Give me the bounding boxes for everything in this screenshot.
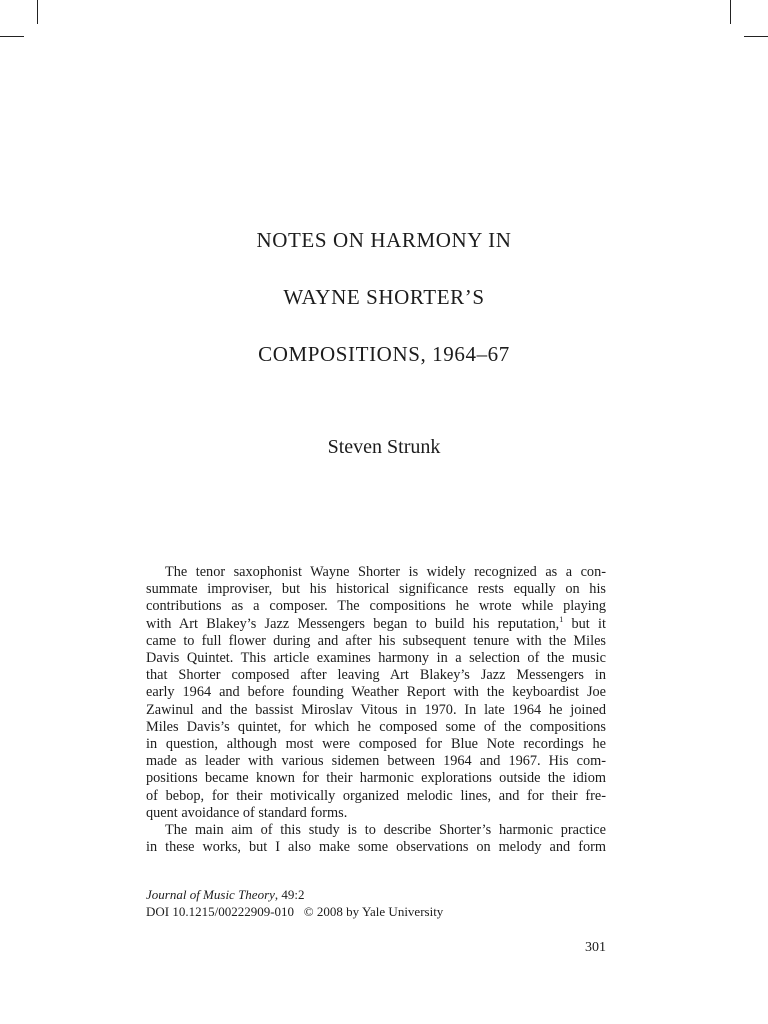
- journal-name: Journal of Music Theory: [146, 887, 275, 902]
- doi-row: [146, 903, 443, 920]
- body-line: contributions as a composer. The compositions he wrote while playing: [146, 598, 606, 615]
- journal-citation: [146, 886, 443, 920]
- crop-mark-top-right-horizontal: [744, 36, 768, 37]
- body-line: in question, although most were composed for Blue Note recordings he: [146, 736, 606, 753]
- body-line: that Shorter composed after leaving Art Blakey’s Jazz Messengers in: [146, 667, 606, 684]
- body-line-text: but it: [571, 615, 606, 632]
- copyright: © 2008 by Yale University: [303, 904, 444, 919]
- journal-volume: , 49:2: [274, 887, 305, 902]
- footnote-marker: 1: [559, 614, 564, 624]
- page-number: 301: [585, 940, 606, 955]
- body-line: made as leader with various sidemen between 1964 and 1967. His com-: [146, 753, 606, 770]
- body-line: The main aim of this study is to describe Shorter’s harmonic practice: [165, 822, 606, 839]
- crop-mark-top-right-vertical: [730, 0, 731, 24]
- article-title-line-3: COMPOSITIONS, 1964–67: [258, 342, 510, 366]
- body-line: positions became known for their harmonic explorations outside the idiom: [146, 770, 606, 787]
- article-title-line-2: WAYNE SHORTER’S: [283, 285, 485, 309]
- body-line-with-footnote: [146, 616, 606, 633]
- body-line: early 1964 and before founding Weather Report with the keyboardist Joe: [146, 684, 606, 701]
- article-body: [146, 564, 606, 856]
- body-line: The tenor saxophonist Wayne Shorter is widely recognized as a con-: [165, 564, 606, 580]
- article-title-line-1: NOTES ON HARMONY IN: [256, 228, 512, 252]
- crop-mark-top-left-vertical: [37, 0, 38, 24]
- body-line: of bebop, for their motivically organized melodic lines, and for their fre-: [146, 787, 606, 804]
- body-line: Miles Davis’s quintet, for which he composed some of the compositions: [146, 718, 606, 735]
- journal-name-row: [146, 886, 443, 903]
- body-line: came to full flower during and after his subsequent tenure with the Miles: [146, 632, 606, 649]
- doi: DOI 10.1215/00222909-010: [146, 904, 295, 919]
- body-line: quent avoidance of standard forms.: [146, 804, 348, 821]
- author-name: Steven Strunk: [327, 436, 441, 458]
- crop-mark-top-left-horizontal: [0, 36, 24, 37]
- body-line: summate improviser, but his historical significance rests equally on his: [146, 581, 606, 598]
- body-line: Zawinul and the bassist Miroslav Vitous in 1970. In late 1964 he joined: [146, 701, 606, 718]
- body-line-text: with Art Blakey’s Jazz Messengers began to build his reputation,: [146, 615, 560, 632]
- body-line: Davis Quintet. This article examines harmony in a selection of the music: [146, 650, 606, 667]
- body-line: in these works, but I also make some observations on melody and form: [146, 839, 606, 856]
